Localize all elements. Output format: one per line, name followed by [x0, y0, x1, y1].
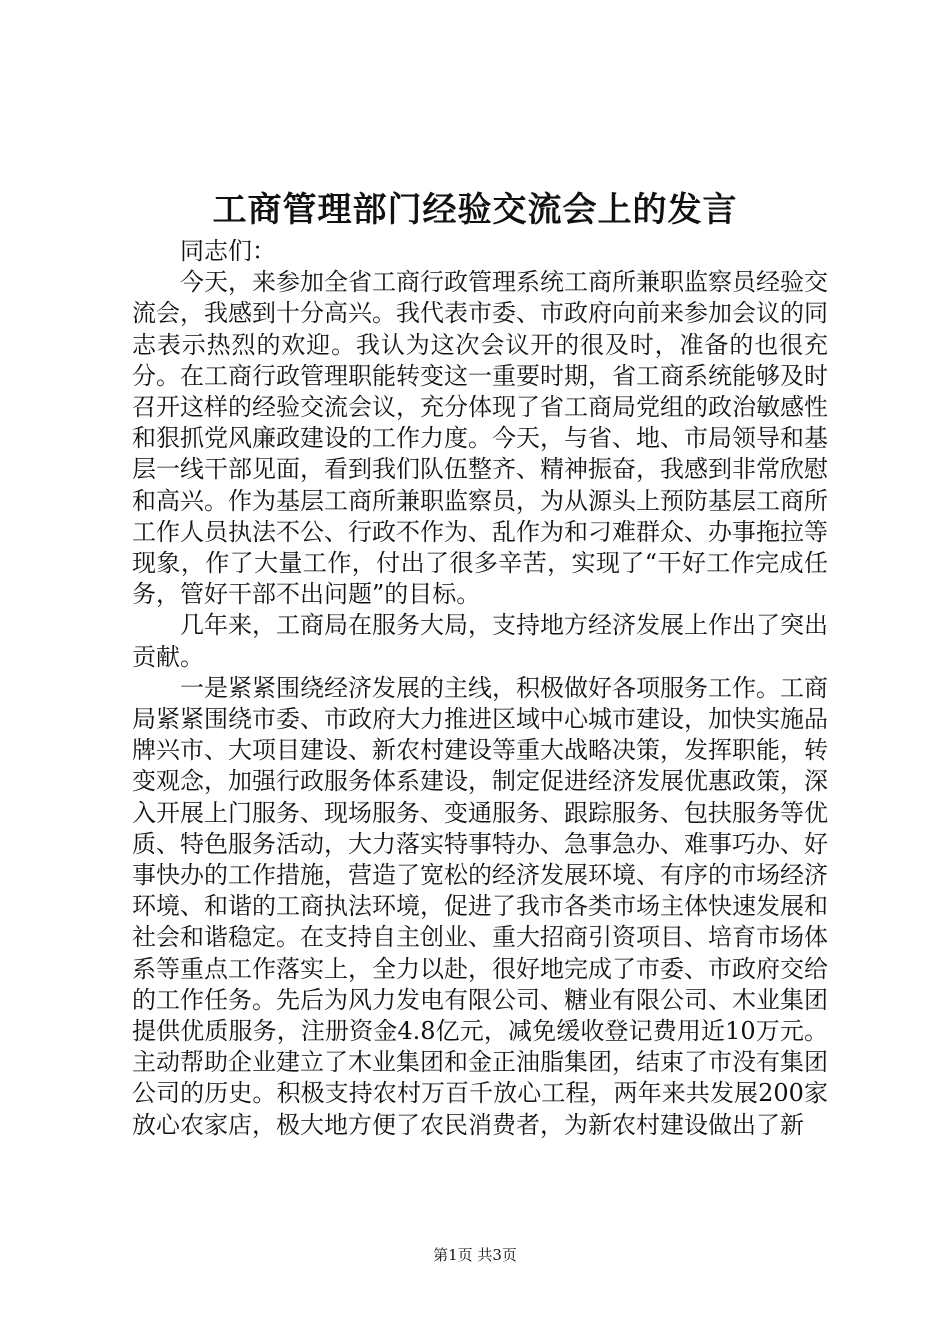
page-number-footer: 第1页 共3页: [433, 1246, 517, 1264]
paragraph-3: 一是紧紧围绕经济发展的主线，积极做好各项服务工作。工商局紧紧围绕市委、市政府大力推进区域中心城市建设，加快实施品牌兴市、大项目建设、新农村建设等重大战略决策，发挥职能，转变观念，加强行政服务体系建设，制定促进经济发展优惠政策，深入开展上门服务、现场服务、变通服务、跟踪服务、包扶服务等优质、特色服务活动，大力落实特事特办、急事急办、难事巧办、好事快办的工作措施，营造了宽松的经济发展环境、有序的市场经济环境、和谐的工商执法环境，促进了我市各类市场主体快速发展和社会和谐稳定。在支持自主创业、重大招商引资项目、培育市场体系等重点工作落实上，全力以赴，很好地完成了市委、市政府交给的工作任务。先后为风力发电有限公司、糖业有限公司、木业集团提供优质服务，注册资金4.8亿元，减免缓收登记费用近10万元。主动帮助企业建立了木业集团和金正油脂集团，结束了市没有集团公司的历史。积极支持农村万百千放心工程，两年来共发展200家放心农家店，极大地方便了农民消费者，为新农村建设做出了新: [132, 673, 828, 1139]
paragraph-1: 今天，来参加全省工商行政管理系统工商所兼职监察员经验交流会，我感到十分高兴。我代表市委、市政府向前来参加会议的同志表示热烈的欢迎。我认为这次会议开的很及时，准备的也很充分。在工商行政管理职能转变这一重要时期，省工商系统能够及时召开这样的经验交流会议，充分体现了省工商局党组的政治敏感性和狠抓党风廉政建设的工作力度。今天，与省、地、市局领导和基层一线干部见面，看到我们队伍整齐、精神振奋，我感到非常欣慰和高兴。作为基层工商所兼职监察员，为从源头上预防基层工商所工作人员执法不公、行政不作为、乱作为和刁难群众、办事拖拉等现象，作了大量工作，付出了很多辛苦，实现了“干好工作完成任务，管好干部不出问题”的目标。: [132, 268, 828, 609]
document-body: [132, 236, 828, 1141]
paragraph-2: 几年来，工商局在服务大局，支持地方经济发展上作出了突出贡献。: [132, 611, 828, 671]
document-title: 工商管理部门经验交流会上的发言: [212, 190, 738, 230]
salutation: 同志们：: [180, 237, 276, 265]
